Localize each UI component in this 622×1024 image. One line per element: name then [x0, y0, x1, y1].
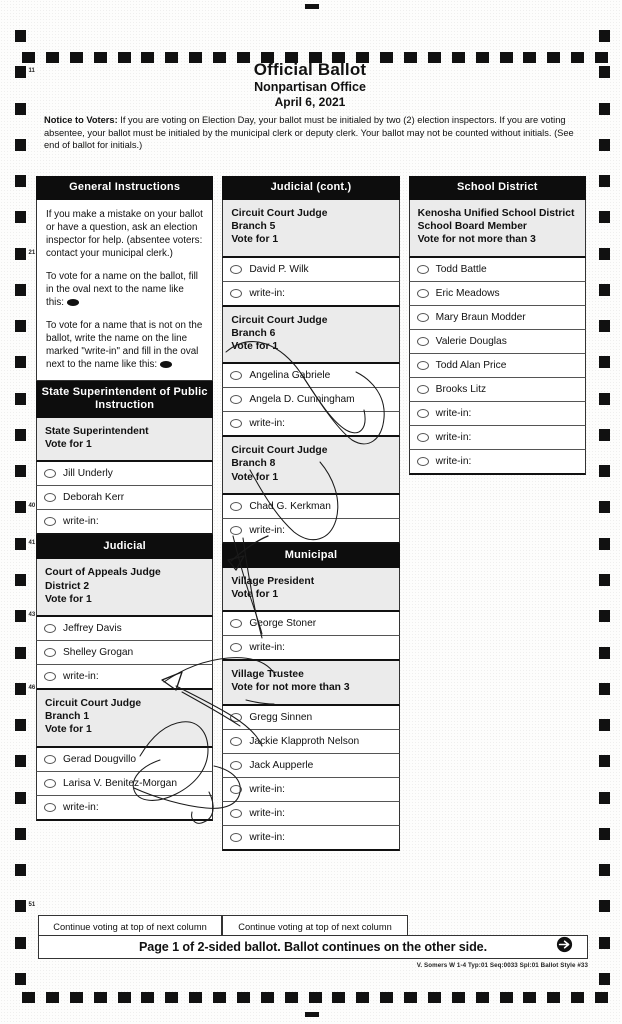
- write-in-label: write-in:: [63, 801, 99, 813]
- vote-oval[interactable]: [230, 526, 242, 535]
- office-title: Kenosha Unified School District School Board Member: [417, 208, 575, 233]
- timing-mark: [599, 647, 610, 659]
- write-in-row[interactable]: [222, 519, 399, 544]
- candidate-name: Jackie Klapproth Nelson: [249, 735, 360, 747]
- timing-mark: [599, 864, 610, 876]
- timing-mark: [165, 992, 178, 1003]
- timing-mark: [213, 992, 226, 1003]
- contest-office-block: [222, 568, 399, 612]
- contest-office-block: [36, 559, 213, 617]
- notice-text: If you are voting on Election Day, your ballot must be initialed by two (2) election inspectors. If you are voting absentee, your ballot must be initialed by the municipal clerk or deputy clerk. Your ballot may not be counted without initials. (See end of ballot for initials.): [44, 115, 574, 151]
- write-in-label: write-in:: [249, 642, 285, 654]
- candidate-row[interactable]: [36, 641, 213, 665]
- vote-oval[interactable]: [44, 755, 56, 764]
- timing-mark: [428, 992, 441, 1003]
- vote-oval[interactable]: [230, 371, 242, 380]
- ballot-style-id: V. Somers W 1-4 Typ:01 Seq:0033 Spl:01 Ballot Style #33: [416, 962, 588, 969]
- timing-mark: [599, 30, 610, 42]
- timing-mark: [599, 320, 610, 332]
- section-header-bar: Judicial (cont.): [222, 176, 399, 200]
- write-in-row[interactable]: [222, 636, 399, 661]
- vote-oval[interactable]: [417, 409, 429, 418]
- timing-mark: [237, 992, 250, 1003]
- page-note-text: Page 1 of 2-sided ballot. Ballot continues on the other side.: [139, 940, 487, 954]
- timing-mark: [599, 66, 610, 78]
- timing-mark: [46, 992, 59, 1003]
- timing-mark: [599, 755, 610, 767]
- section-header-bar: Judicial: [36, 535, 213, 559]
- candidate-row[interactable]: [222, 612, 399, 636]
- vote-for-instruction: Vote for 1: [45, 724, 92, 736]
- filled-oval-example-icon: [160, 361, 172, 368]
- registration-tick-bottom: [305, 1012, 319, 1017]
- general-instructions-text: [36, 200, 213, 381]
- timing-mark: [599, 501, 610, 513]
- vote-for-instruction: Vote for 1: [231, 589, 279, 601]
- vote-for-instruction: Vote for 1: [231, 471, 279, 483]
- candidate-name: Todd Battle: [435, 263, 487, 275]
- write-in-label: write-in:: [249, 524, 285, 536]
- write-in-row[interactable]: [222, 826, 399, 851]
- timing-mark: [404, 992, 417, 1003]
- vote-oval[interactable]: [417, 289, 429, 298]
- vote-for-instruction: Vote for 1: [231, 234, 279, 246]
- timing-mark: [599, 973, 610, 985]
- candidate-row[interactable]: [222, 258, 399, 282]
- candidate-row[interactable]: [222, 754, 399, 778]
- candidate-row[interactable]: [222, 364, 399, 388]
- write-in-row[interactable]: [409, 426, 586, 450]
- vote-for-instruction: Vote for 1: [45, 593, 92, 605]
- timing-mark: [599, 284, 610, 296]
- candidate-row[interactable]: [409, 354, 586, 378]
- timing-marks-right: [596, 30, 612, 985]
- timing-mark: [15, 175, 26, 187]
- candidate-name: Jill Underly: [63, 468, 113, 480]
- candidate-name: Jack Aupperle: [249, 759, 314, 771]
- timing-mark: [15, 465, 26, 477]
- candidate-name: Deborah Kerr: [63, 492, 125, 504]
- vote-oval[interactable]: [230, 395, 242, 404]
- ballot-date: April 6, 2021: [274, 95, 346, 109]
- ballot-subtitle: Nonpartisan Office: [254, 80, 366, 94]
- write-in-label: write-in:: [435, 407, 472, 419]
- candidate-name: Shelley Grogan: [63, 647, 134, 659]
- contest-office-block: [222, 200, 399, 258]
- vote-oval[interactable]: [417, 313, 429, 322]
- timing-mark: [380, 992, 393, 1003]
- write-in-row[interactable]: [222, 282, 399, 307]
- continue-voting-note-1: Continue voting at top of next column: [38, 915, 222, 940]
- office-district: District 2: [45, 580, 90, 592]
- candidate-name: David P. Wilk: [249, 263, 309, 275]
- vote-oval[interactable]: [230, 809, 242, 818]
- ballot-column: [222, 176, 399, 851]
- timing-mark: [599, 792, 610, 804]
- vote-oval[interactable]: [230, 289, 242, 298]
- candidate-name: Chad G. Kerkman: [249, 500, 331, 512]
- ballot-title: Official Ballot: [253, 60, 367, 79]
- vote-for-instruction: Vote for 1: [231, 341, 279, 353]
- timing-mark: [15, 900, 36, 912]
- candidate-name: Angelina Gabriele: [249, 370, 331, 382]
- timing-mark: [599, 538, 610, 550]
- timing-mark: [599, 248, 610, 260]
- timing-mark: [599, 610, 610, 622]
- section-header-bar: Municipal: [222, 544, 399, 568]
- write-in-row[interactable]: [409, 450, 586, 475]
- vote-oval[interactable]: [417, 457, 429, 466]
- candidate-name: George Stoner: [249, 618, 317, 630]
- timing-mark: [599, 175, 610, 187]
- timing-mark-number: 43: [28, 612, 36, 619]
- timing-marks-left: [12, 30, 36, 985]
- write-in-row[interactable]: [409, 402, 586, 426]
- candidate-row[interactable]: [36, 772, 213, 796]
- office-title: Village Trustee: [231, 669, 304, 681]
- candidate-name: Angela D. Cunningham: [249, 394, 355, 406]
- vote-oval[interactable]: [230, 502, 242, 511]
- timing-mark: [118, 992, 131, 1003]
- candidate-row[interactable]: [222, 388, 399, 412]
- vote-for-instruction: Vote for not more than 3: [417, 234, 536, 246]
- timing-mark: [70, 992, 83, 1003]
- timing-mark: [261, 992, 274, 1003]
- ballot-column: [36, 176, 213, 851]
- timing-mark: [285, 992, 298, 1003]
- office-title: Circuit Court Judge: [45, 698, 142, 710]
- vote-oval[interactable]: [417, 265, 429, 274]
- write-in-label: write-in:: [249, 783, 285, 795]
- candidate-row[interactable]: [36, 617, 213, 641]
- candidate-row[interactable]: [409, 282, 586, 306]
- contest-office-block: [36, 418, 213, 462]
- office-district: Branch 5: [231, 221, 276, 233]
- office-title: Circuit Court Judge: [231, 314, 328, 326]
- timing-mark: [15, 683, 36, 695]
- timing-mark: [15, 828, 26, 840]
- office-district: Branch 6: [231, 327, 276, 339]
- timing-mark: [15, 393, 26, 405]
- timing-mark: [15, 610, 36, 622]
- timing-mark-number: 51: [28, 902, 36, 909]
- write-in-row[interactable]: [222, 778, 399, 802]
- timing-mark: [15, 538, 36, 550]
- ballot-column: [409, 176, 586, 851]
- timing-mark: [599, 937, 610, 949]
- vote-oval[interactable]: [230, 265, 242, 274]
- timing-mark: [599, 574, 610, 586]
- timing-mark: [15, 501, 36, 513]
- vote-oval[interactable]: [44, 517, 56, 526]
- contest-office-block: [222, 437, 399, 495]
- timing-mark: [595, 992, 608, 1003]
- vote-for-instruction: Vote for not more than 3: [231, 682, 350, 694]
- vote-oval[interactable]: [230, 713, 242, 722]
- contest-office-block: [409, 200, 586, 258]
- timing-mark: [599, 828, 610, 840]
- registration-tick-top: [305, 4, 319, 9]
- candidate-row[interactable]: [36, 486, 213, 510]
- office-title: Circuit Court Judge: [231, 208, 328, 219]
- write-in-row[interactable]: [36, 510, 213, 535]
- candidate-row[interactable]: [409, 258, 586, 282]
- candidate-row[interactable]: [36, 748, 213, 772]
- timing-mark-number: 41: [28, 539, 36, 546]
- timing-mark-number: 21: [28, 249, 36, 256]
- vote-oval[interactable]: [417, 361, 429, 370]
- timing-mark-number: 46: [28, 684, 36, 691]
- candidate-row[interactable]: [222, 706, 399, 730]
- candidate-name: Jeffrey Davis: [63, 623, 122, 635]
- contest-office-block: [36, 690, 213, 748]
- notice-to-voters: [44, 114, 582, 152]
- timing-mark: [309, 992, 322, 1003]
- write-in-label: write-in:: [435, 431, 472, 443]
- write-in-row[interactable]: [36, 665, 213, 690]
- timing-mark: [15, 139, 26, 151]
- continue-voting-note-2: Continue voting at top of next column: [222, 915, 408, 940]
- write-in-row[interactable]: [222, 412, 399, 437]
- timing-mark: [15, 719, 26, 731]
- timing-mark: [599, 393, 610, 405]
- timing-mark: [599, 356, 610, 368]
- vote-oval[interactable]: [230, 737, 242, 746]
- timing-mark: [15, 937, 26, 949]
- ballot-header: [40, 60, 580, 110]
- instruction-paragraph: To vote for a name that is not on the ballot, write the name on the line marked "write-in" and fill in the oval next to the name like this:: [46, 320, 203, 370]
- candidate-row[interactable]: [409, 378, 586, 402]
- timing-mark: [599, 429, 610, 441]
- section-header-bar: School District: [409, 176, 586, 200]
- write-in-label: write-in:: [435, 455, 472, 467]
- vote-oval[interactable]: [230, 419, 242, 428]
- timing-mark: [356, 992, 369, 1003]
- timing-mark: [94, 992, 107, 1003]
- vote-oval[interactable]: [44, 672, 56, 681]
- candidate-name: Brooks Litz: [435, 383, 487, 395]
- timing-mark: [599, 900, 610, 912]
- office-title: State Superintendent: [45, 426, 149, 437]
- vote-oval[interactable]: [44, 803, 56, 812]
- timing-mark: [599, 211, 610, 223]
- timing-marks-bottom: [22, 992, 608, 1006]
- vote-oval[interactable]: [230, 619, 242, 628]
- vote-oval[interactable]: [230, 785, 242, 794]
- timing-mark: [599, 465, 610, 477]
- timing-mark: [15, 66, 35, 78]
- timing-mark: [15, 284, 26, 296]
- filled-oval-example-icon: [67, 299, 79, 306]
- candidate-name: Gregg Sinnen: [249, 711, 313, 723]
- vote-oval[interactable]: [417, 433, 429, 442]
- write-in-label: write-in:: [63, 516, 99, 528]
- write-in-label: write-in:: [249, 418, 285, 430]
- timing-mark: [15, 647, 26, 659]
- timing-mark: [15, 356, 26, 368]
- write-in-label: write-in:: [63, 671, 99, 683]
- timing-mark: [547, 992, 560, 1003]
- timing-mark: [599, 103, 610, 115]
- candidate-row[interactable]: [36, 462, 213, 486]
- timing-mark: [476, 992, 489, 1003]
- vote-oval[interactable]: [417, 337, 429, 346]
- timing-mark: [15, 973, 26, 985]
- timing-mark: [599, 683, 610, 695]
- timing-mark: [15, 248, 36, 260]
- vote-oval[interactable]: [44, 624, 56, 633]
- timing-mark: [500, 992, 513, 1003]
- instruction-paragraph: To vote for a name on the ballot, fill in the oval next to the name like this:: [46, 271, 198, 308]
- vote-oval[interactable]: [417, 385, 429, 394]
- timing-mark: [15, 103, 26, 115]
- vote-oval[interactable]: [44, 493, 56, 502]
- vote-oval[interactable]: [44, 779, 56, 788]
- candidate-name: Valerie Douglas: [435, 335, 507, 347]
- vote-for-instruction: Vote for 1: [45, 439, 92, 451]
- candidate-name: Mary Braun Modder: [435, 311, 526, 323]
- timing-mark: [15, 755, 26, 767]
- section-header-bar: General Instructions: [36, 176, 213, 200]
- candidate-name: Gerad Dougvillo: [63, 753, 137, 765]
- office-district: Branch 1: [45, 711, 90, 723]
- timing-mark: [189, 992, 202, 1003]
- write-in-row[interactable]: [222, 802, 399, 826]
- vote-oval[interactable]: [230, 761, 242, 770]
- candidate-name: Todd Alan Price: [435, 359, 507, 371]
- notice-label: Notice to Voters:: [44, 115, 118, 125]
- timing-mark: [15, 864, 26, 876]
- vote-oval[interactable]: [230, 643, 242, 652]
- office-title: Circuit Court Judge: [231, 445, 328, 457]
- ballot-columns: [36, 176, 586, 851]
- timing-mark: [332, 992, 345, 1003]
- timing-mark: [15, 30, 26, 42]
- timing-mark: [15, 429, 26, 441]
- candidate-name: Eric Meadows: [435, 287, 500, 299]
- timing-mark: [141, 992, 154, 1003]
- right-arrow-circle-icon: [556, 936, 573, 958]
- contest-office-block: [222, 307, 399, 365]
- timing-mark-number: 40: [28, 503, 36, 510]
- timing-mark: [15, 574, 26, 586]
- timing-mark: [523, 992, 536, 1003]
- timing-mark: [15, 792, 26, 804]
- candidate-row[interactable]: [409, 306, 586, 330]
- vote-oval[interactable]: [44, 648, 56, 657]
- timing-mark: [15, 320, 26, 332]
- page-continuation-bar: [38, 935, 588, 959]
- candidate-row[interactable]: [222, 730, 399, 754]
- timing-mark-number: 11: [28, 68, 35, 75]
- office-district: Branch 8: [231, 458, 276, 470]
- timing-mark: [452, 992, 465, 1003]
- instruction-paragraph: If you make a mistake on your ballot or have a question, ask an election inspector for help. (absentee voters: contact your municipal clerk.): [46, 209, 203, 259]
- office-title: Court of Appeals Judge: [45, 567, 161, 579]
- timing-mark: [599, 139, 610, 151]
- timing-mark: [571, 992, 584, 1003]
- write-in-label: write-in:: [249, 831, 285, 843]
- timing-mark: [599, 719, 610, 731]
- vote-oval[interactable]: [230, 833, 242, 842]
- candidate-name: Larisa V. Benitez-Morgan: [63, 777, 178, 789]
- contest-office-block: [222, 661, 399, 705]
- write-in-row[interactable]: [36, 796, 213, 821]
- write-in-label: write-in:: [249, 807, 285, 819]
- candidate-row[interactable]: [222, 495, 399, 519]
- timing-mark: [15, 211, 26, 223]
- write-in-label: write-in:: [249, 287, 285, 299]
- timing-mark: [22, 992, 35, 1003]
- office-title: Village President: [231, 575, 315, 587]
- candidate-row[interactable]: [409, 330, 586, 354]
- section-header-bar: State Superintendent of Public Instruction: [36, 381, 213, 418]
- vote-oval[interactable]: [44, 469, 56, 478]
